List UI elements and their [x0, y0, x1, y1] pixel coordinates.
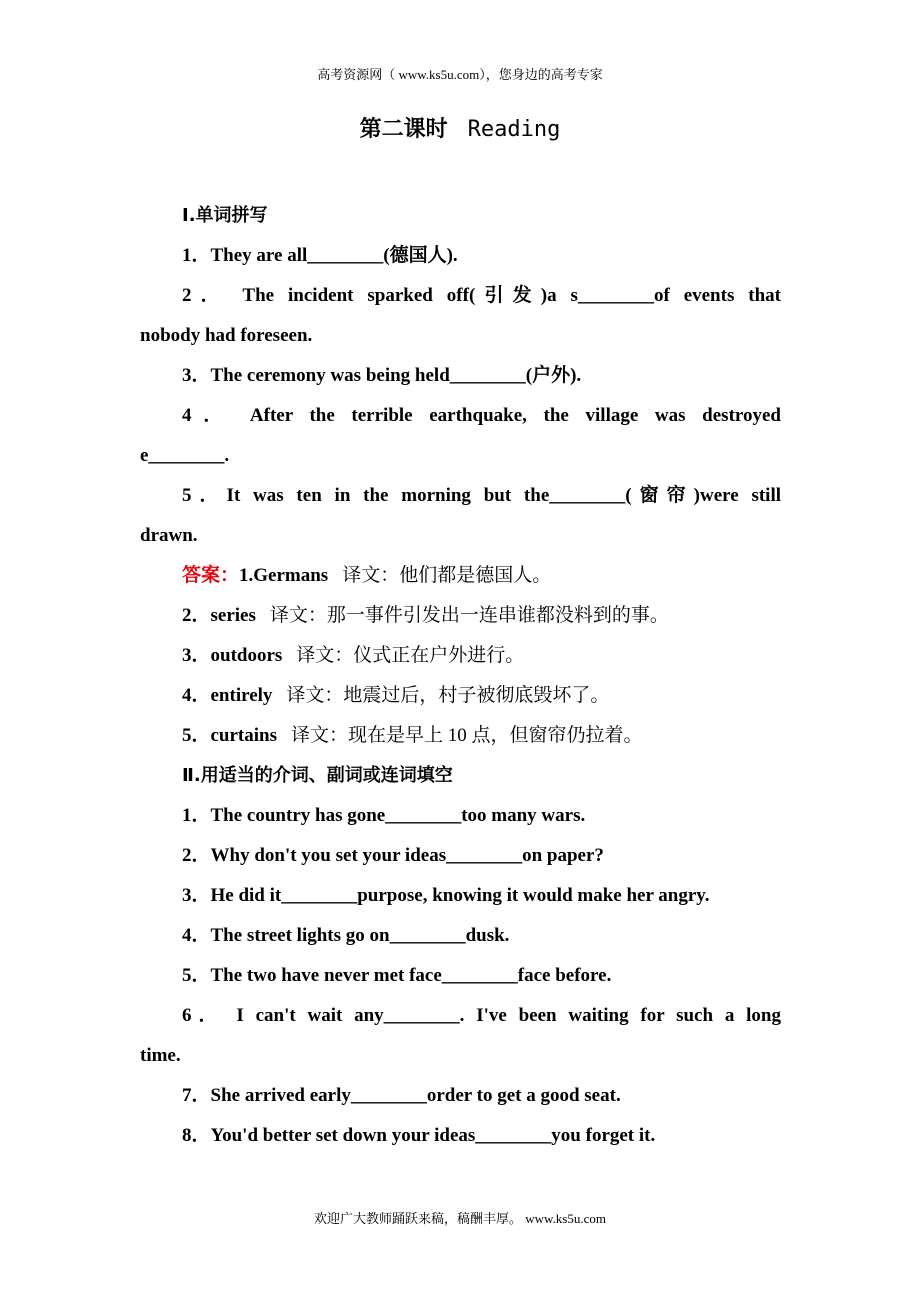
section2-q6-line1: 6． I can't wait any________. I've been waiting for such a long [182, 1005, 781, 1026]
answer-2 [140, 596, 781, 636]
section1-q5-line1: 5．It was ten in the morning but the________(窗帘)were still [182, 485, 781, 506]
answer-1 [140, 556, 781, 596]
answer-1-translation: 译文：他们都是德国人。 [342, 565, 552, 586]
section2-q7: 7．She arrived early________order to get a good seat. [182, 1085, 621, 1106]
answer-3-translation: 译文：仪式正在户外进行。 [296, 645, 525, 666]
answer-3 [140, 636, 781, 676]
answer-2-translation: 译文：那一事件引发出一连串谁都没料到的事。 [269, 605, 669, 626]
exercise-content [140, 196, 781, 1156]
section2-q5: 5．The two have never met face________face before. [182, 965, 612, 986]
answer-4 [140, 676, 781, 716]
answer-2-word: 2．series [182, 605, 256, 626]
section2-q6-line2: time. [140, 1045, 181, 1066]
section1-q4-line2: e________. [140, 445, 230, 466]
page-header: 高考资源网（ www.ks5u.com），您身边的高考专家 [317, 67, 603, 82]
answer-5 [140, 716, 781, 756]
answer-5-word: 5．curtains [182, 725, 278, 746]
section1-q2-line2: nobody had foreseen. [140, 325, 313, 346]
page-title [0, 112, 920, 143]
answer-5-translation: 译文：现在是早上 10 点，但窗帘仍拉着。 [291, 725, 643, 746]
title-cn: 第二课时 [359, 116, 448, 141]
section2-q8: 8．You'd better set down your ideas________you forget it. [182, 1125, 656, 1146]
section2-heading: Ⅱ.用适当的介词、副词或连词填空 [182, 765, 453, 786]
section1-q1: 1．They are all________(德国人). [182, 245, 458, 266]
section2-q4: 4．The street lights go on________dusk. [182, 925, 510, 946]
section1-q2-line1: 2． The incident sparked off(引发)a s________of events that [182, 285, 781, 306]
page-footer: 欢迎广大教师踊跃来稿，稿酬丰厚。 www.ks5u.com [313, 1211, 606, 1226]
section1-heading: Ⅰ.单词拼写 [182, 205, 268, 226]
section1-q5-line2: drawn. [140, 525, 198, 546]
section2-q1: 1．The country has gone________too many wars. [182, 805, 586, 826]
section2-q2: 2．Why don't you set your ideas________on paper? [182, 845, 604, 866]
answer-4-translation: 译文：地震过后，村子被彻底毁坏了。 [286, 685, 610, 706]
section1-q4-line1: 4． After the terrible earthquake, the village was destroyed [182, 405, 781, 426]
answer-3-word: 3．outdoors [182, 645, 283, 666]
section1-q3: 3．The ceremony was being held________(户外). [182, 365, 582, 386]
answer-1-word: 1.Germans [239, 565, 329, 586]
answer-4-word: 4．entirely [182, 685, 273, 706]
answer-label: 答案： [182, 565, 240, 586]
title-en: Reading [467, 117, 561, 142]
section2-q3: 3．He did it________purpose, knowing it would make her angry. [182, 885, 710, 906]
